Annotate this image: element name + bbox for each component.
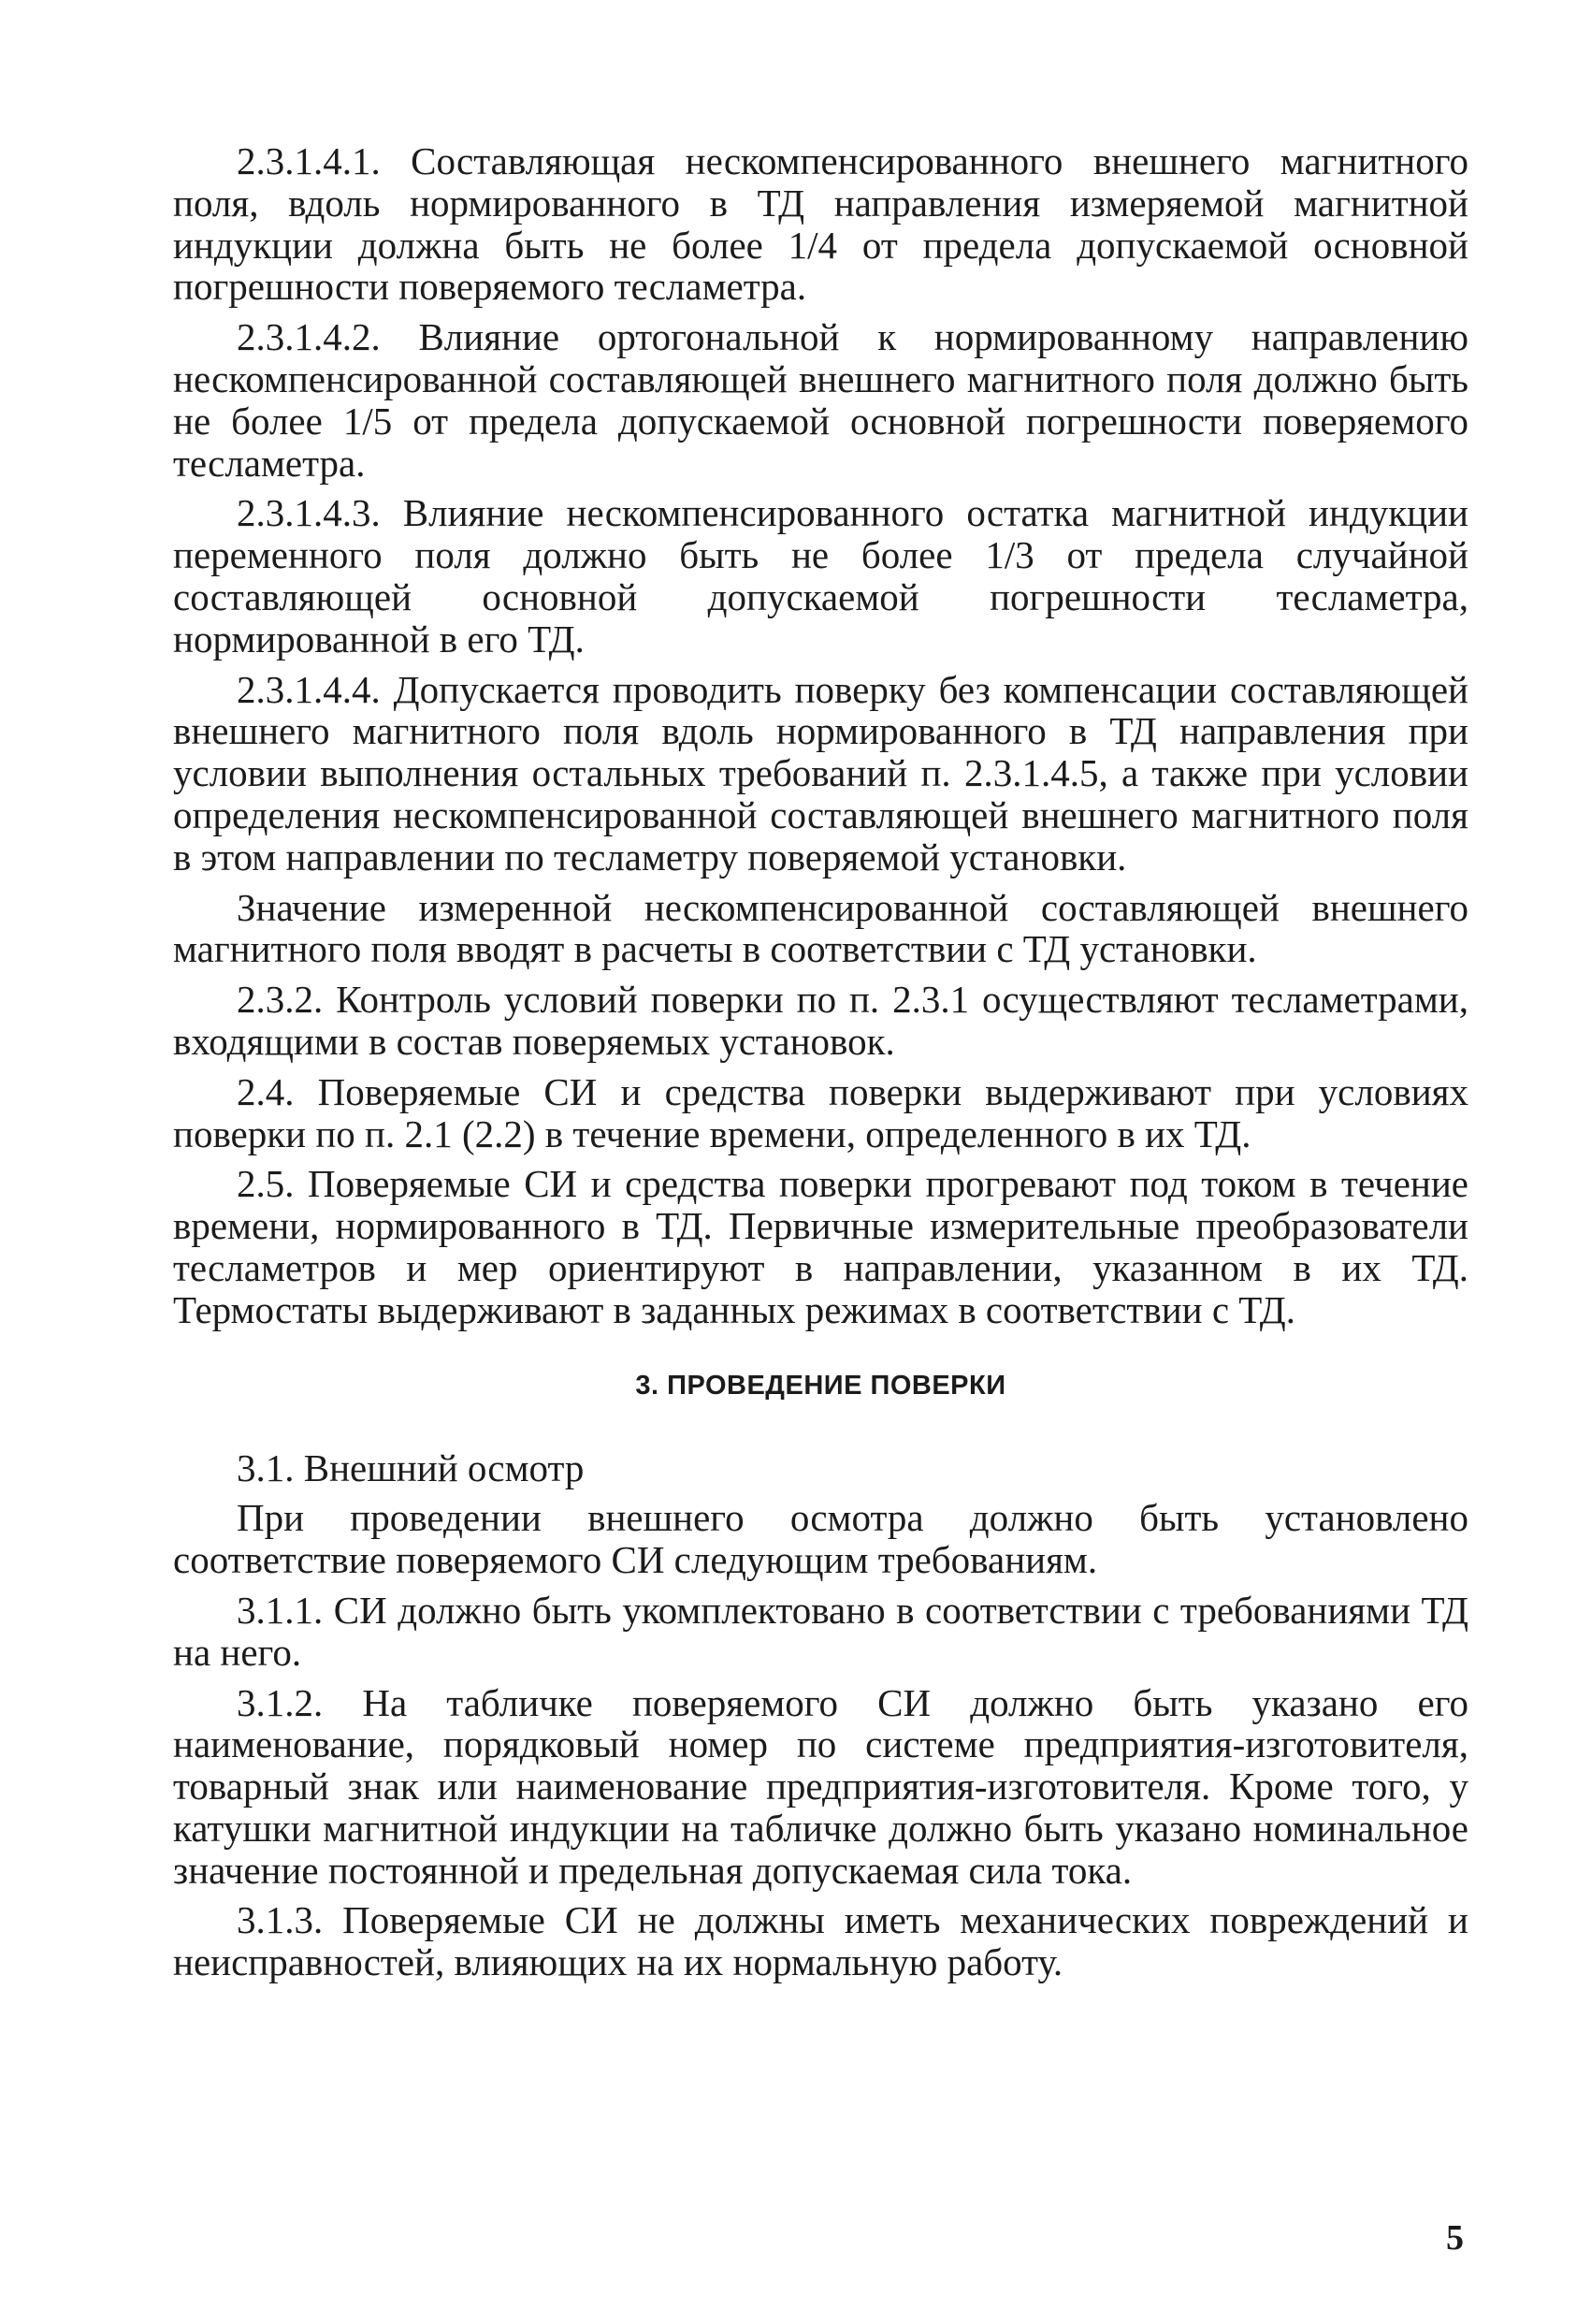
paragraph-2-4: 2.4. Поверяемые СИ и средства поверки выдерживают при условиях поверки по п. 2.1 (2.2) в течение времени, определенного в их ТД. [173,1069,1468,1155]
section-heading: 3. ПРОВЕДЕНИЕ ПОВЕРКИ [635,1370,1006,1401]
paragraph-3-1-1: 3.1.1. СИ должно быть укомплектовано в соответствии с требованиями ТД на него. [173,1588,1468,1674]
paragraph-2-3-1-4-4: 2.3.1.4.4. Допускается проводить поверку без компенсации составляющей внешнего магнитного поля вдоль нормированного в ТД направления при условии выполнения остальных требований п. 2.3.1.4.5, а также при условии определения нескомпенсированной составляющей внешнего магнитного поля в этом направлении по тесламетру поверяемой установки. [173,667,1468,879]
paragraph-3-1: 3.1. Внешний осмотр [237,1445,585,1489]
paragraph-2-5: 2.5. Поверяемые СИ и средства поверки прогревают под током в течение времени, нормированного в ТД. Первичные измерительные преобразователи тесламетров и мер ориентируют в направлении, указанном в их ТД. Термостаты выдерживают в заданных режимах в соответствии с ТД. [173,1162,1468,1331]
paragraph-inspection-intro: При проведении внешнего осмотра должно быть установлено соответствие поверяемого СИ следующим требованиям. [173,1496,1468,1582]
document-page [173,140,1468,1992]
paragraph-3-1-3: 3.1.3. Поверяемые СИ не должны иметь механических повреждений и неисправностей, влияющих на их нормальную работу. [173,1898,1468,1984]
paragraph-2-3-1-4-1: 2.3.1.4.1. Составляющая нескомпенсированного внешнего магнитного поля, вдоль нормированного в ТД направления измеряемой магнитной индукции должна быть не более 1/4 от предела допускаемой основной погрешности поверяемого тесламетра. [173,139,1468,309]
paragraph-2-3-1-4-3: 2.3.1.4.3. Влияние нескомпенсированного остатка магнитной индукции переменного поля должно быть не более 1/3 от предела случайной составляющей основной допускаемой погрешности тесламетра, нормированной в его ТД. [173,491,1468,661]
page-number: 5 [1446,2218,1464,2258]
paragraph-2-3-1-4-2: 2.3.1.4.2. Влияние ортогональной к нормированному направлению нескомпенсированной составляющей внешнего магнитного поля должно быть не более 1/5 от предела допускаемой основной погрешности поверяемого тесламетра. [173,315,1468,485]
paragraph-3-1-2: 3.1.2. На табличке поверяемого СИ должно быть указано его наименование, порядковый номер по системе предприятия-изготовителя, товарный знак или наименование предприятия-изготовителя. Кроме того, у катушки магнитной индукции на табличке должно быть указано номинальное значение постоянной и предельная допускаемая сила тока. [173,1680,1468,1892]
paragraph-2-3-2: 2.3.2. Контроль условий поверки по п. 2.3.1 осуществляют тесламетрами, входящими в состав поверяемых установок. [173,978,1468,1063]
paragraph-measured-value: Значение измеренной нескомпенсированной составляющей внешнего магнитного поля вводят в расчеты в соответствии с ТД установки. [173,885,1468,971]
